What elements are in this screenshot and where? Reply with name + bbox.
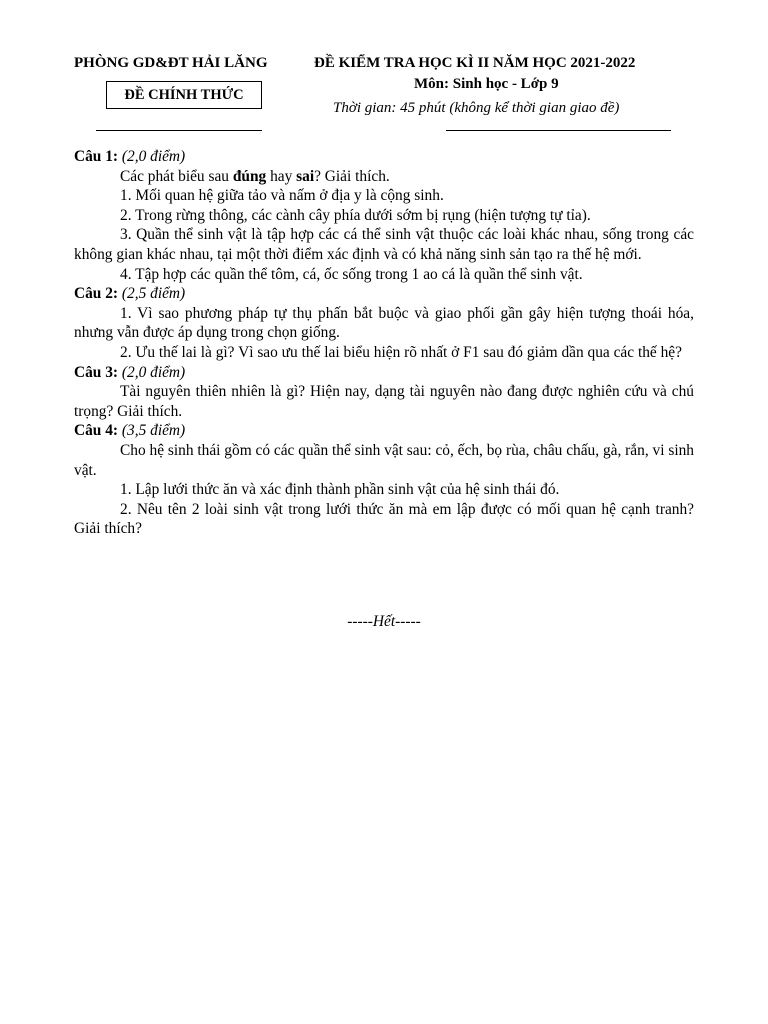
left-divider: [96, 130, 262, 131]
intro-text: hay: [266, 167, 297, 185]
end-mark: -----Hết-----: [347, 613, 421, 630]
question-item: 3. Quần thể sinh vật là tập hợp các cá thể sinh vật thuộc các loài khác nhau, sống trong các không gian khác nhau, tại một thời điểm xác định và có khả năng sinh sản tạo ra thế hệ mới.: [74, 226, 694, 263]
intro-bold-true: đúng: [232, 167, 267, 185]
question-item: 1. Vì sao phương pháp tự thụ phấn bắt buộc và giao phối gần gây hiện tượng thoái hóa, nhưng vẫn được áp dụng trong chọn giống.: [74, 304, 694, 342]
exam-title: ĐỀ KIỂM TRA HỌC KÌ II NĂM HỌC 2021-2022: [314, 55, 636, 71]
question-2-heading: [74, 284, 694, 304]
question-1-heading: [74, 147, 694, 167]
question-label: Câu 4:: [74, 422, 119, 440]
intro-bold-false: sai: [296, 167, 315, 185]
question-points: (2,0 điểm): [121, 148, 186, 165]
right-divider: [446, 130, 671, 131]
question-4-heading: [74, 421, 694, 441]
question-label: Câu 1:: [74, 148, 119, 165]
question-1-intro: [74, 167, 694, 187]
subject-line: Môn: Sinh học - Lớp 9: [414, 76, 559, 92]
question-item: 2. Nêu tên 2 loài sinh vật trong lưới thức ăn mà em lập được có mối quan hệ cạnh tranh? Giải thích?: [74, 500, 694, 538]
question-3-heading: [74, 363, 694, 383]
question-points: (3,5 điểm): [121, 422, 186, 440]
question-item: Cho hệ sinh thái gồm có các quần thể sinh vật sau: cỏ, ếch, bọ rùa, châu chấu, gà, rắn, vi sinh vật.: [74, 441, 694, 479]
intro-text: ? Giải thích.: [314, 167, 390, 185]
question-item: 4. Tập hợp các quần thể tôm, cá, ốc sống trong 1 ao cá là quần thể sinh vật.: [120, 265, 583, 283]
question-item: 1. Mối quan hệ giữa tảo và nấm ở địa y là cộng sinh.: [120, 187, 444, 205]
intro-text: Các phát biểu sau: [120, 167, 233, 185]
question-list: [74, 147, 694, 539]
question-points: (2,5 điểm): [121, 285, 186, 303]
department-name: PHÒNG GD&ĐT HẢI LĂNG: [74, 55, 268, 71]
official-badge: ĐỀ CHÍNH THỨC: [106, 81, 262, 109]
question-label: Câu 2:: [74, 285, 119, 303]
question-item: Tài nguyên thiên nhiên là gì? Hiện nay, dạng tài nguyên nào đang được nghiên cứu và chú trọng? Giải thích.: [74, 383, 694, 420]
question-item: 1. Lập lưới thức ăn và xác định thành phần sinh vật của hệ sinh thái đó.: [120, 481, 560, 499]
question-item: 2. Ưu thế lai là gì? Vì sao ưu thế lai biểu hiện rõ nhất ở F1 sau đó giảm dần qua các thế hệ?: [120, 343, 682, 361]
time-allowed: Thời gian: 45 phút (không kể thời gian giao đề): [333, 100, 620, 116]
question-item: 2. Trong rừng thông, các cành cây phía dưới sớm bị rụng (hiện tượng tự tỉa).: [120, 206, 591, 224]
question-label: Câu 3:: [74, 363, 119, 381]
question-points: (2,0 điểm): [121, 363, 186, 381]
